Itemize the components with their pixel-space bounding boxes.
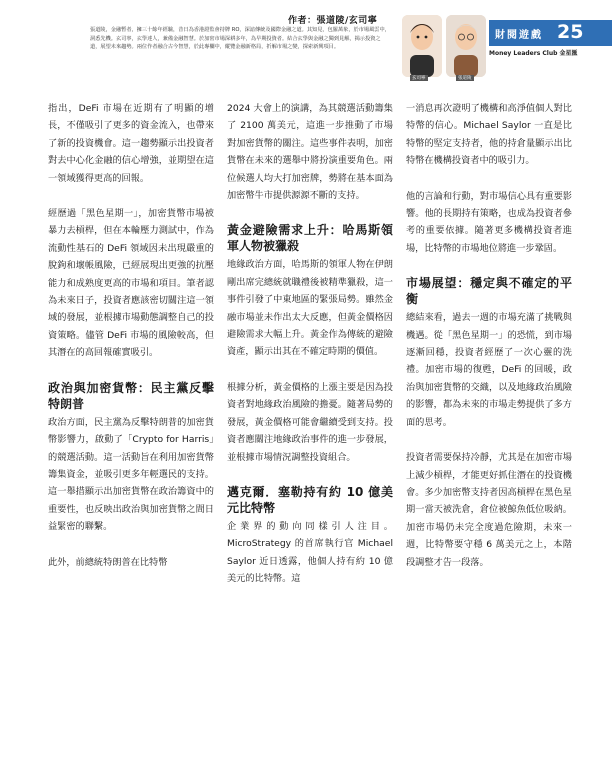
paragraph: 投資者需要保持冷靜，尤其是在加密市場上減少槓桿，才能更好抓住潛在的投資機會。多少加密幣支持者因高槓桿在黑色星期一當天被洗倉，倉位被鯨魚低位吸納。加密市場仍未完全度過危險期，未來一週，比特幣要守穩 6 萬美元之上，本階段調整才告一段落。 <box>406 452 572 568</box>
section-banner <box>489 20 612 46</box>
article-column-1 <box>48 100 214 589</box>
paragraph: 地緣政治方面，哈馬斯的領軍人物在伊朗剛出席完總統就職禮後被精準獵殺，這一事件引發了中東地區的緊張局勢。雖然金融市場並未作出太大反應，但黃金價格因避險需求大幅上升。黃金作為傳統的避險資產，顯示出其在不確定時期的價值。 <box>227 259 393 358</box>
paragraph: 經歷過「黑色星期一」，加密貨幣市場被暴力去槓桿，但在本輪壓力測試中，作為流動性基石的 DeFi 領域因未出現嚴重的脫鉤和壞帳風險，已經展現出更強的抗壓能力和成熟度更高的市場和項目。筆者認為未來日子，投資者應該密切關注這一領域的發展，並根據市場動態調整自己的投資策略。儘管 DeFi 市場的風險較高，但其潛在的高回報確實吸引。 <box>48 208 214 359</box>
section-heading: 邁克爾．塞勒持有約 10 億美元比特幣 <box>227 484 393 515</box>
publication-name: Money Leaders Club 金星匯 <box>489 50 578 57</box>
paragraph: 2024 大會上的演講，為其競選活動籌集了 2100 萬美元，這進一步推動了市場對加密貨幣的關注。這些事件表明，加密貨幣在未來的選舉中將扮演重要角色。兩位候選人均大打加密牌，勢將在基本面為加密幣牛市提供源源不斷的支持。 <box>227 103 393 202</box>
paragraph: 他的言論和行動，對市場信心具有重要影響。他的長期持有策略，也成為投資者參考的重要依據。隨著更多機構投資者進場，比特幣的市場地位將進一步鞏固。 <box>406 190 572 254</box>
avatar-left <box>402 15 442 77</box>
section-heading: 市場展望：穩定與不確定的平衡 <box>406 276 572 307</box>
paragraph: 企業界的動向同樣引人注目。MicroStrategy 的首席執行官 Michael Saylor 近日透露，他個人持有約 10 億美元的比特幣。這 <box>227 520 393 585</box>
article-column-3 <box>406 100 572 589</box>
section-heading: 政治與加密貨幣：民主黨反擊特朗普 <box>48 380 214 411</box>
avatar-right <box>446 15 486 77</box>
section-heading: 黃金避險需求上升：哈馬斯領軍人物被獵殺 <box>227 223 393 254</box>
avatar-left-label: 玄司寧 <box>412 76 426 81</box>
avatar-right-label: 張道陵 <box>458 76 472 81</box>
paragraph: 一消息再次證明了機構和高淨值個人對比特幣的信心。Michael Saylor 一直是比特幣的堅定支持者，他的持倉量顯示出比特幣在機構投資者中的吸引力。 <box>406 103 572 167</box>
paragraph: 總結來看，過去一週的市場充滿了挑戰與機遇。從「黑色星期一」的恐慌，到市場逐漸回穩，投資者經歷了一次心靈的洗禮。加密市場的復甦，DeFi 的回暖，政治與加密貨幣的交織，以及地緣政治風險的影響，都為未來的市場走勢提供了多方面的思考。 <box>406 312 572 428</box>
section-title: 財閱遊戲 <box>495 30 543 41</box>
author-byline: 作者：張道陵/玄司寧 <box>288 16 378 26</box>
page-header <box>0 0 612 92</box>
author-bio: 張道陵，金融暫者，擁三十餘年經驗，昔日為香港證監會持牌 RO，深諳傳統及國際金融之道。其知見，包羅萬象，於市場風雲中，洞悉先機。玄司寧，玄學達人，兼備金融智慧。於加密市場深耕多年，為早期投資者。結合玄學與金融之獨到見解，揭示投資之道，展望未來趨勢。兩位作者融合古今智慧，於此專欄中，縱覽金融新格局，折解市場之變，探索新興項目。 <box>90 27 390 51</box>
article-column-2 <box>227 100 393 606</box>
paragraph: 政治方面，民主黨為反擊特朗普的加密貨幣影響力，啟動了「Crypto for Harris」的競選活動。這一活動旨在利用加密貨幣籌集資金，並吸引更多年輕選民的支持。這一舉措顯示出加密貨幣在政治籌資中的重要性，也反映出政治與加密貨幣之間日益緊密的聯繫。 <box>48 416 214 533</box>
paragraph: 根據分析，黃金價格的上漲主要是因為投資者對地緣政治風險的擔憂。隨著局勢的發展，黃金價格可能會繼續受到支持。投資者應關注地緣政治事件的進一步發展，並根據市場情況調整投資組合。 <box>227 381 393 463</box>
paragraph: 指出，DeFi 市場在近期有了明顯的增長，不僅吸引了更多的資金流入，也帶來了新的投資機會。這一趨勢顯示出投資者對去中心化金融的信心增強，並期望在這一領域獲得更高的回報。 <box>48 103 214 184</box>
page-number: 25 <box>557 21 584 43</box>
paragraph: 此外，前總統特朗普在比特幣 <box>48 556 168 568</box>
